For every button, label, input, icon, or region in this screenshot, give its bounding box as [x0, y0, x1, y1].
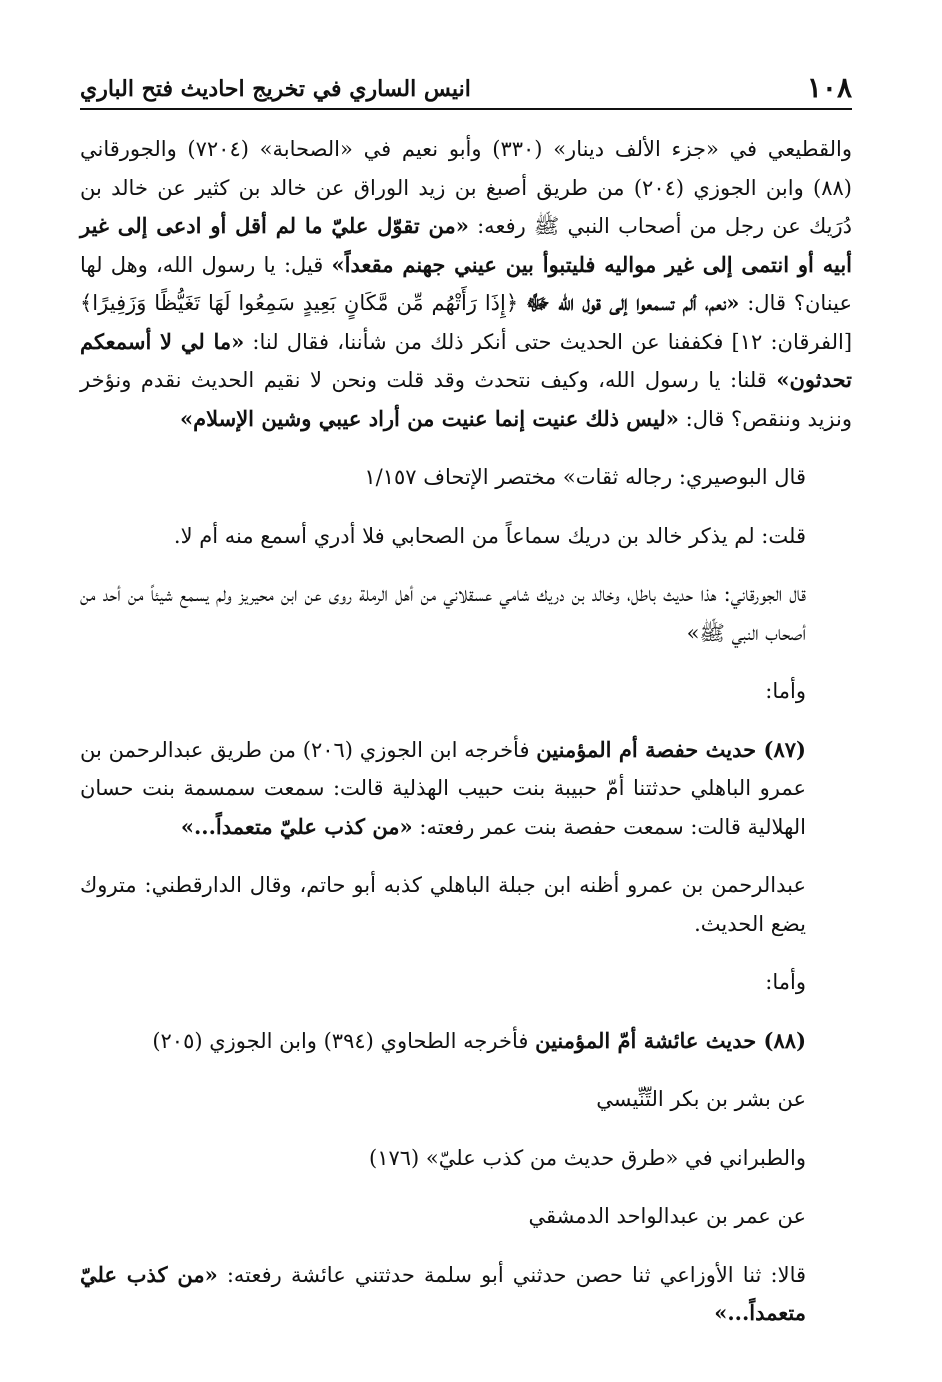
page-body [80, 130, 852, 1333]
p13-text-1: قالا: ثنا الأوزاعي ثنا حصن حدثني أبو سلمة حدثتني عائشة رفعته: [217, 1262, 807, 1287]
paragraph-3: قلت: لم يذكر خالد بن دريك سماعاً من الصحابي فلا أدري أسمع منه أم لا. [173, 523, 806, 548]
paragraph-11: والطبراني في «طرق حديث من كذب عليّ» (١٧٦) [369, 1145, 806, 1170]
p6-hadith-text: «من كذب عليّ متعمداً...» [180, 813, 413, 839]
paragraph-6 [80, 731, 852, 847]
paragraph-13 [80, 1256, 852, 1333]
p1-hadith-text-1: «من تقوّل عليّ ما لم أقل أو ادعى إلى غير أبيه أو انتمى إلى غير مواليه فليتبوأ بين عيني جهنم مقعداً» [80, 213, 852, 277]
p13-hadith-text: «من كذب عليّ متعمداً...» [80, 1261, 806, 1325]
p1-text-4: قلنا: يا رسول الله، وكيف نتحدث وقد قلت ونحن لا نقيم الحديث نقدم ونؤخر ونزيد وننقص؟ قال: [80, 368, 852, 431]
p9-heading: (٨٨) حديث عائشة أمّ المؤمنين [535, 1027, 806, 1053]
paragraph-5: وأما: [765, 679, 806, 703]
page-header [80, 72, 852, 110]
p1-hadith-text-2: «نعم، ألم تسمعوا إلى قول الله ﷻ [526, 290, 740, 315]
paragraph-4: قال الجورقاني: هذا حديث باطل، وخالد بن دريك شامي عسقلاني من أهل الرملة روى عن ابن محيريز ولم يسمع شيئاً من أحد من أصحاب النبي ﷺ» [80, 582, 806, 645]
paragraph-8: وأما: [765, 970, 806, 994]
paragraph-1 [80, 130, 852, 438]
p1-text-1: والقطيعي في «جزء الألف دينار» (٣٣٠) وأبو نعيم في «الصحابة» (٧٢٠٤) والجورقاني (٨٨) وابن الجوزي (٢٠٤) من طريق أصبغ بن زيد الوراق عن خالد بن كثير عن خالد بن دُرَيك عن رجل من أصحاب النبي ﷺ رفعه: [80, 137, 853, 238]
paragraph-9 [80, 1022, 852, 1061]
paragraph-12: عن عمر بن عبدالواحد الدمشقي [528, 1204, 806, 1228]
page-number: ١٠٨ [806, 71, 852, 104]
p6-heading: (٨٧) حديث حفصة أم المؤمنين [536, 736, 806, 762]
paragraph-10: عن بشر بن بكر التِّنِّيسي [596, 1087, 806, 1111]
p1-text-2: قيل: يا رسول الله، وهل لها عينان؟ قال: [80, 252, 852, 315]
p1-hadith-text-3: «ما لي لا أسمعكم تحدثون» [80, 328, 853, 392]
paragraph-7: عبدالرحمن بن عمرو أظنه ابن جبلة الباهلي كذبه أبو حاتم، وقال الدارقطني: متروك يضع الحديث. [80, 873, 806, 936]
running-title: انيس الساري في تخريج احاديث فتح الباري [80, 76, 471, 102]
p6-text-1: فأخرجه ابن الجوزي (٢٠٦) من طريق عبدالرحمن بن عمرو الباهلي حدثتنا أمّ حبيبة بنت حبيب الهذلية قالت: سمعت سمسمة بنت حسان الهلالية قالت: سمعت حفصة بنت عمر رفعته: [80, 737, 806, 839]
paragraph-2: قال البوصيري: رجاله ثقات» مختصر الإتحاف ١/١٥٧ [364, 465, 806, 489]
p9-text-1: فأخرجه الطحاوي (٣٩٤) وابن الجوزي (٢٠٥) [152, 1028, 536, 1053]
p1-text-3: ﴿إِذَا رَأَتْهُم مِّن مَّكَانٍ بَعِيدٍ سَمِعُوا لَهَا تَغَيُّظًا وَزَفِيرًا﴾ [الفرقان: ١٢] فكففنا عن الحديث حتى أنكر ذلك من شأننا، فقال لنا: [80, 291, 853, 354]
p1-hadith-text-4: «ليس ذلك عنيت إنما عنيت من أراد عيبي وشين الإسلام» [179, 405, 679, 431]
